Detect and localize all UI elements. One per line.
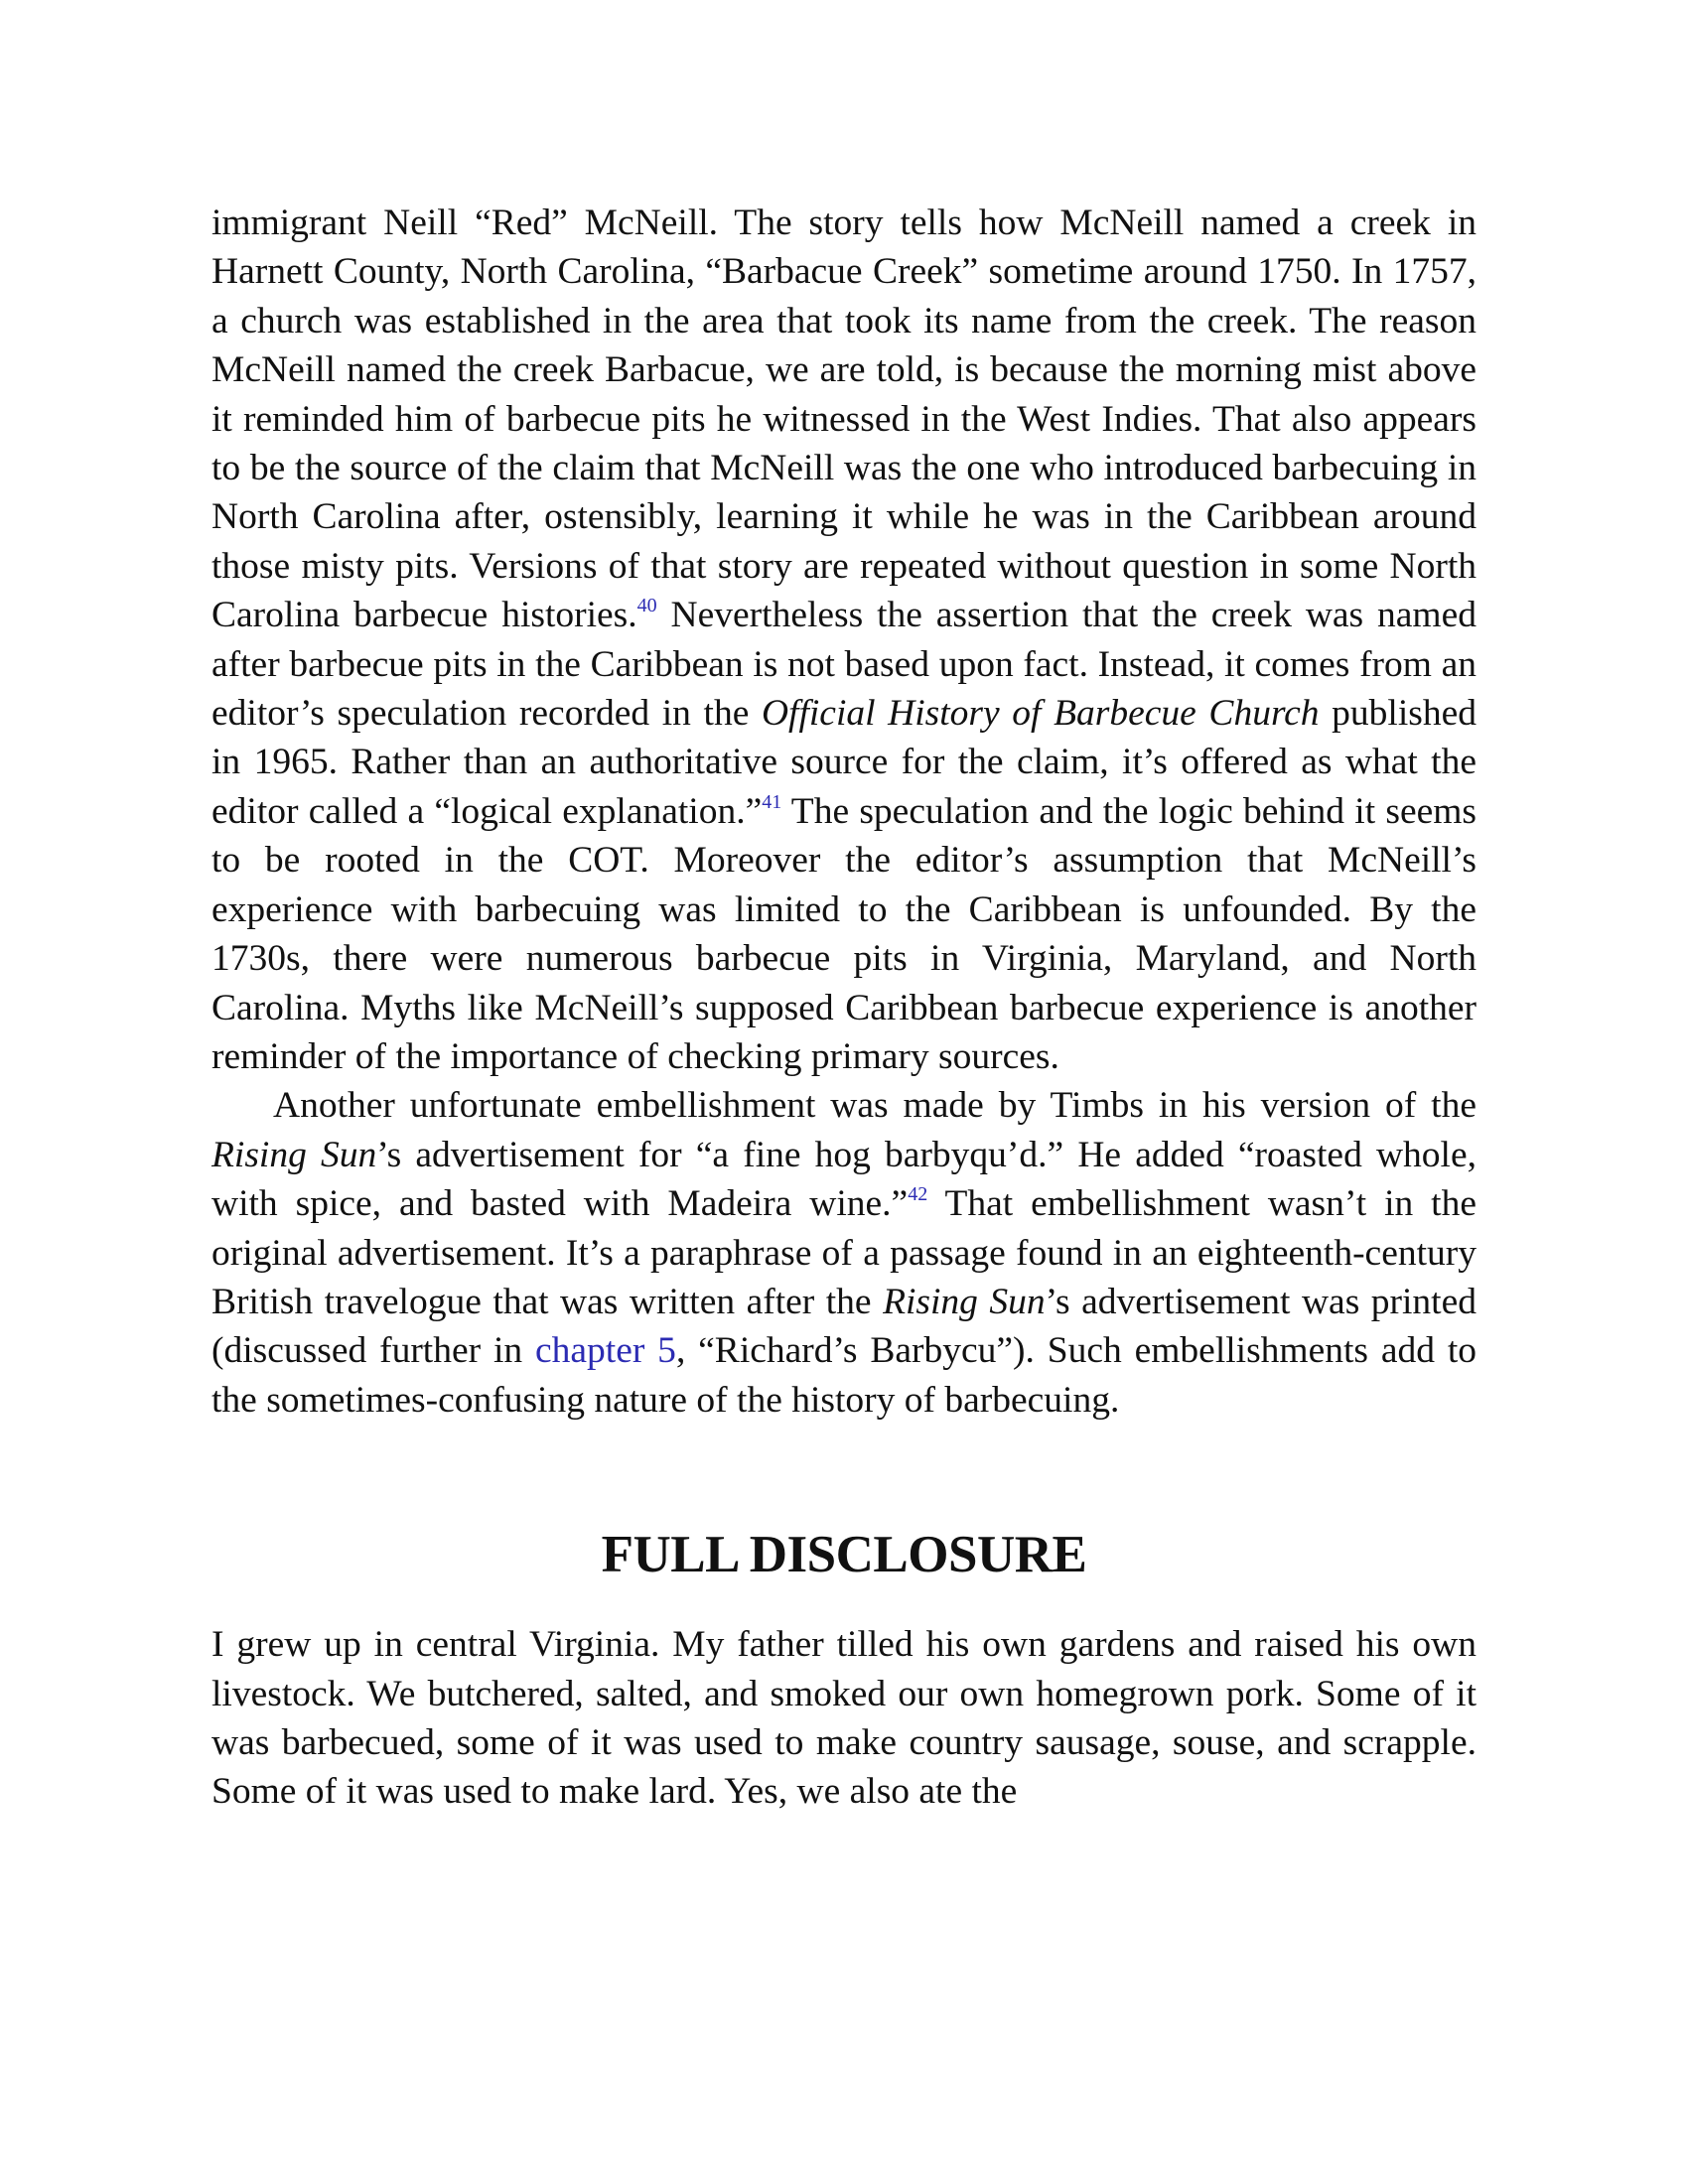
paragraph-2-text-b: ’s advertisement for “a fine hog barbyqu’d.” He added “roasted whole, with spice, and basted with Madeira wine.” — [211, 1134, 1477, 1225]
paragraph-1 — [211, 199, 1477, 1081]
paragraph-1-text-d: The speculation and the logic behind it seems to be rooted in the COT. Moreover the editor’s assumption that McNeill’s experience with barbecuing was limited to the Caribbean is unfounded. By the 1730s, there were numerous barbecue pits in Virginia, Maryland, and North Carolina. Myths like McNeill’s supposed Caribbean barbecue experience is another reminder of the importance of checking primary sources. — [211, 790, 1477, 1077]
ship-name: Rising Sun — [211, 1134, 377, 1175]
book-title: Official History of Barbecue Church — [761, 693, 1320, 735]
paragraph-2-text-e: , “Richard’s Barbycu”). Such embellishments add to the sometimes-confusing nature of the history of barbecuing. — [211, 1330, 1477, 1421]
paragraph-1-text-b: Nevertheless the assertion that the creek was named after barbecue pits in the Caribbean is not based upon fact. Instead, it comes from an editor’s speculation recorded in the — [211, 595, 1477, 735]
paragraph-2 — [211, 1081, 1477, 1425]
section-heading: FULL DISCLOSURE — [601, 1526, 1087, 1584]
page-content — [211, 199, 1477, 1817]
paragraph-3: I grew up in central Virginia. My father tilled his own gardens and raised his own livestock. We butchered, salted, and smoked our own homegrown pork. Some of it was barbecued, some of it was used to make country sausage, souse, and scrapple. Some of it was used to make lard. Yes, we also ate the — [211, 1624, 1477, 1813]
paragraph-2-text-c: That embellishment wasn’t in the original advertisement. It’s a paraphrase of a passage found in an eighteenth-century British travelogue that was written after the — [211, 1183, 1477, 1322]
ship-name: Rising Sun — [883, 1281, 1046, 1322]
paragraph-2-text-a: Another unfortunate embellishment was made by Timbs in his version of the — [273, 1085, 1477, 1127]
chapter-link[interactable]: chapter 5 — [534, 1330, 676, 1372]
footnote-ref-41[interactable]: 41 — [762, 790, 782, 813]
footnote-ref-40[interactable]: 40 — [636, 595, 657, 617]
footnote-ref-42[interactable]: 42 — [908, 1183, 928, 1206]
paragraph-1-text-a: immigrant Neill “Red” McNeill. The story tells how McNeill named a creek in Harnett County, North Carolina, “Barbacue Creek” sometime around 1750. In 1757, a church was established in the area that took its name from the creek. The reason McNeill named the creek Barbacue, we are told, is because the morning mist above it reminded him of barbecue pits he witnessed in the West Indies. That also appears to be the source of the claim that McNeill was the one who introduced barbecuing in North Carolina after, ostensibly, learning it while he was in the Caribbean around those misty pits. Versions of that story are repeated without question in some North Carolina barbecue histories. — [211, 203, 1477, 636]
paragraph-2-text-d: ’s advertisement was printed (discussed further in — [211, 1281, 1477, 1372]
paragraph-1-text-c: published in 1965. Rather than an authoritative source for the claim, it’s offered as what the editor called a “logical explanation.” — [211, 693, 1477, 832]
